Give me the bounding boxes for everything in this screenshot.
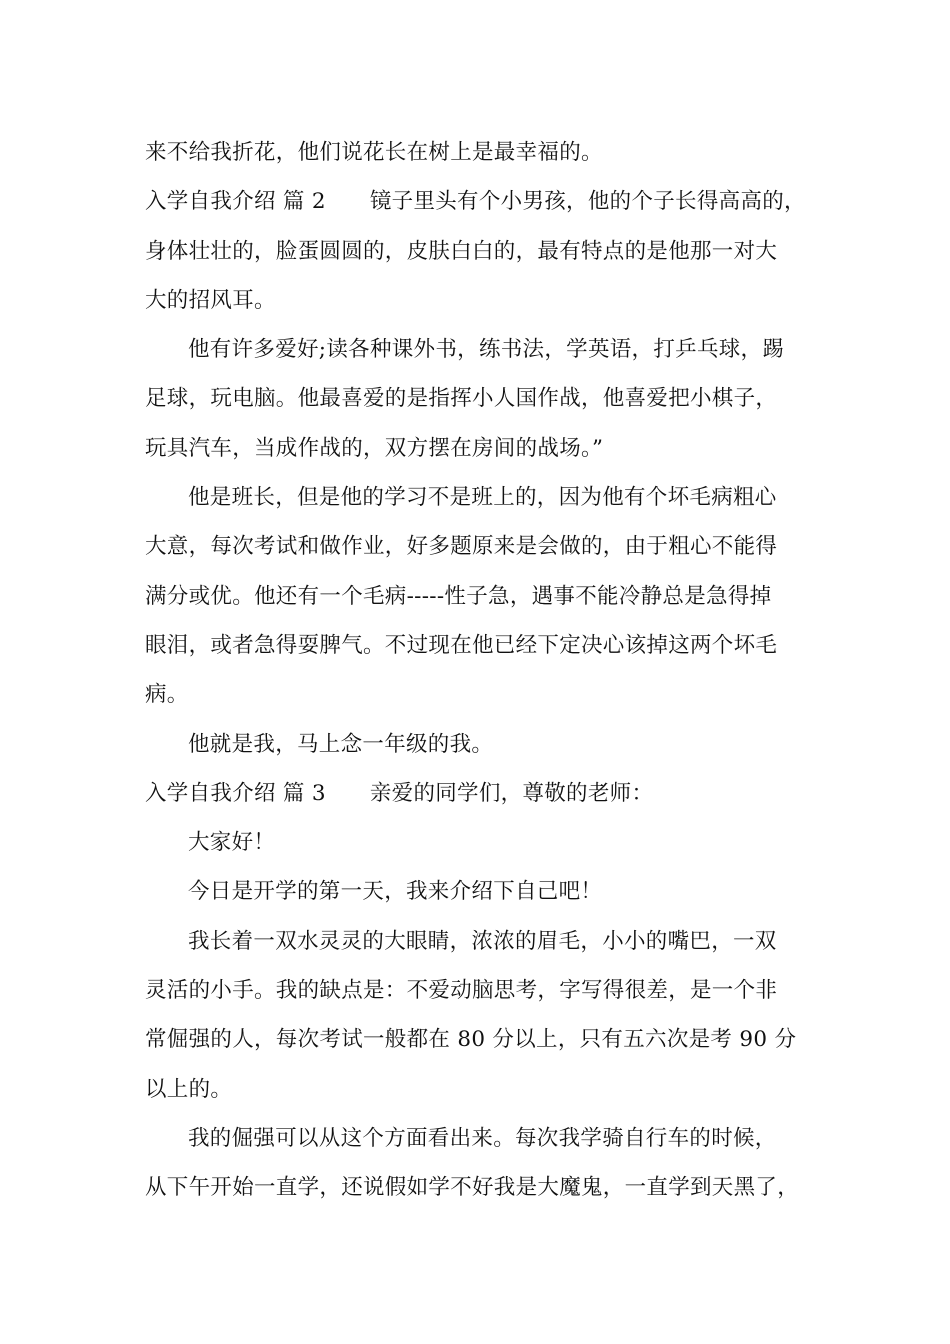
text-line: 病。 <box>145 682 189 708</box>
text-line: 大家好！ <box>188 830 276 856</box>
text-line: 满分或优。他还有一个毛病-----性子急，遇事不能冷静总是急得掉 <box>145 583 772 609</box>
text-line: 他就是我，马上念一年级的我。 <box>188 731 494 757</box>
section-heading-line <box>145 177 825 226</box>
text-line: 足球，玩电脑。他最喜爱的是指挥小人国作战，他喜爱把小棋子， <box>145 386 778 412</box>
section-heading-line <box>145 769 825 818</box>
text-line: 大的招风耳。 <box>145 287 276 313</box>
text-line: 他是班长，但是他的学习不是班上的，因为他有个坏毛病粗心 <box>188 485 777 511</box>
text-line: 玩具汽车，当成作战的，双方摆在房间的战场。” <box>145 435 604 461</box>
text-line: 从下午开始一直学，还说假如学不好我是大魔鬼，一直学到天黑了， <box>145 1175 800 1201</box>
section-heading: 入学自我介绍 篇 2 <box>145 189 326 215</box>
text-line: 他有许多爱好;读各种课外书，练书法，学英语，打乒乓球，踢 <box>188 337 785 363</box>
text-line: 身体壮壮的，脸蛋圆圆的，皮肤白白的，最有特点的是他那一对大 <box>145 238 778 264</box>
text-line: 常倔强的人，每次考试一般都在 80 分以上，只有五六次是考 90 分 <box>145 1027 797 1053</box>
text-line: 今日是开学的第一天，我来介绍下自己吧！ <box>188 879 603 905</box>
text-line: 来不给我折花，他们说花长在树上是最幸福的。 <box>145 140 603 165</box>
document-body <box>145 128 825 1213</box>
text-line: 我的倔强可以从这个方面看出来。每次我学骑自行车的时候， <box>188 1125 777 1151</box>
text-line: 以上的。 <box>145 1076 233 1102</box>
text-line: 大意，每次考试和做作业，好多题原来是会做的，由于粗心不能得 <box>145 534 778 560</box>
text-line: 镜子里头有个小男孩，他的个子长得高高的， <box>369 189 806 215</box>
text-line: 灵活的小手。我的缺点是：不爱动脑思考，字写得很差，是一个非 <box>145 978 778 1004</box>
text-line: 我长着一双水灵灵的大眼睛，浓浓的眉毛，小小的嘴巴，一双 <box>188 928 777 954</box>
text-line: 亲爱的同学们，尊敬的老师： <box>369 780 654 806</box>
text-line: 眼泪，或者急得耍脾气。不过现在他已经下定决心该掉这两个坏毛 <box>145 632 778 658</box>
section-heading: 入学自我介绍 篇 3 <box>145 780 326 806</box>
